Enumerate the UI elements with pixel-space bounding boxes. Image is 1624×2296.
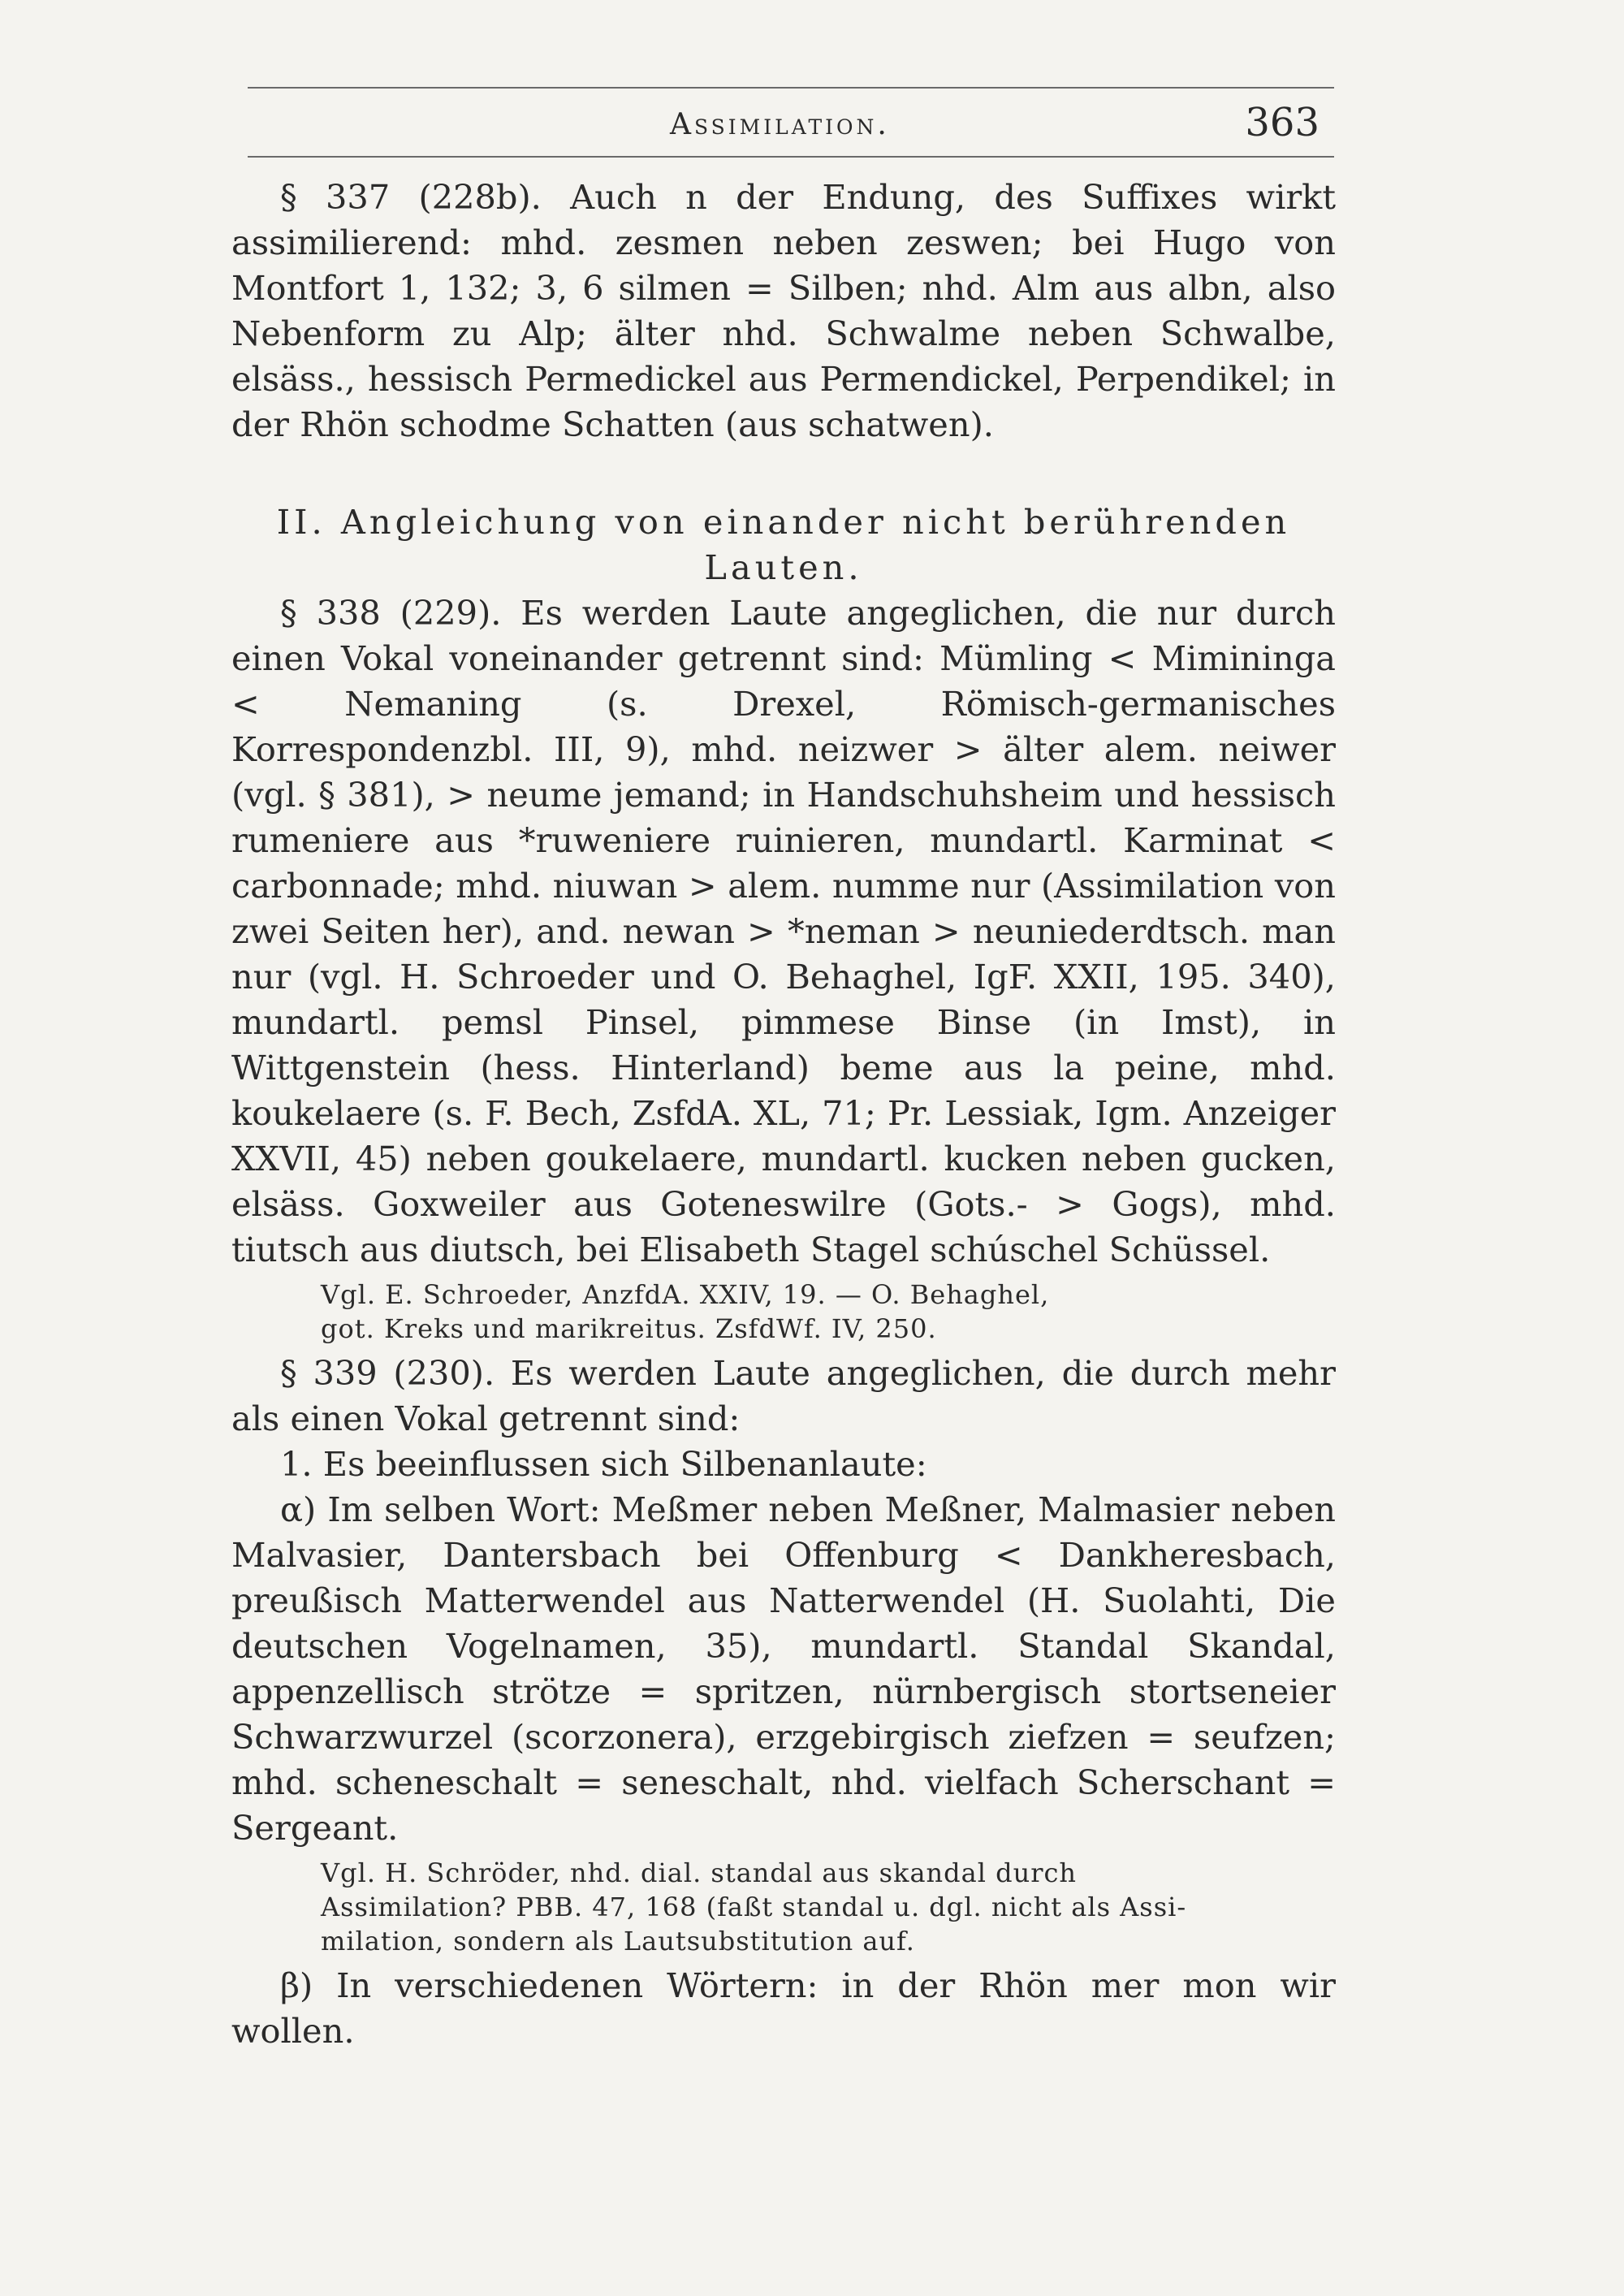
header-rule-top bbox=[248, 87, 1334, 89]
paragraph-339-item-1: 1. Es beeinflussen sich Silbenanlaute: bbox=[280, 1444, 927, 1484]
page-number: 363 bbox=[1245, 100, 1320, 145]
paragraph-337: § 337 (228b). Auch n der Endung, des Suffixes wirkt assimilierend: mhd. zesmen neben zeswen; bei Hugo von Montfort 1, 132; 3, 6 silmen = Silben; nhd. Alm aus albn, also Nebenform zu Alp; älter nhd. Schwalme neben Schwalbe, elsäss., hessisch Permedickel aus Permendickel, Perpendikel; in der Rhön schodme Schatten (aus schatwen). bbox=[231, 177, 1336, 444]
footnote-338-line-1: Vgl. E. Schroeder, AnzfdA. XXIV, 19. — O. Behaghel, bbox=[321, 1279, 1050, 1310]
footnote-339-line-1: Vgl. H. Schröder, nhd. dial. standal aus skandal durch bbox=[321, 1857, 1078, 1888]
paragraph-338: § 338 (229). Es werden Laute angeglichen, die nur durch einen Vokal voneinander getrennt sind: Mümling < Mimininga < Nemaning (s. Drexel, Römisch-germanisches Korrespondenzbl. III, 9), mhd. neizwer > älter alem. neiwer (vgl. § 381), > neume jemand; in Handschuhsheim und hessisch rumeniere aus *ruweniere ruinieren, mundartl. Karminat < carbonnade; mhd. niuwan > alem. numme nur (Assimilation von zwei Seiten her), and. newan > *neman > neuniederdtsch. man nur (vgl. H. Schroeder und O. Behaghel, IgF. XXII, 195. 340), mundartl. pemsl Pinsel, pimmese Binse (in Imst), in Wittgenstein (hess. Hinterland) beme aus la peine, mhd. koukelaere (s. F. Bech, ZsfdA. XL, 71; Pr. Lessiak, Igm. Anzeiger XXVII, 45) neben goukelaere, mundartl. kucken neben gucken, elsäss. Goxweiler aus Goteneswilre (Gots.- > Gogs), mhd. tiutsch aus diutsch, bei Elisabeth Stagel schúschel Schüssel. bbox=[231, 593, 1336, 1269]
heading-line-1: II. Angleichung von einander nicht berührenden bbox=[276, 502, 1291, 542]
paragraph-339-intro: § 339 (230). Es werden Laute angeglichen, die durch mehr als einen Vokal getrennt sind: bbox=[231, 1353, 1336, 1438]
paragraph-339-alpha: α) Im selben Wort: Meßmer neben Meßner, Malmasier neben Malvasier, Dantersbach bei Offenburg < Dankheresbach, preußisch Matterwendel aus Natterwendel (H. Suolahti, Die deutschen Vogelnamen, 35), mundartl. Standal Skandal, appenzellisch strötze = spritzen, nürnbergisch stortseneier Schwarzwurzel (scorzonera), erzgebirgisch ziefzen = seufzen; mhd. scheneschalt = seneschalt, nhd. vielfach Scherschant = Sergeant. bbox=[231, 1490, 1336, 1848]
footnote-339 bbox=[231, 1856, 1336, 1958]
header-rule-bottom bbox=[248, 156, 1334, 158]
heading-line-2: Lauten. bbox=[704, 547, 863, 587]
footnote-338 bbox=[231, 1278, 1336, 1346]
running-title: Assimilation. bbox=[670, 108, 890, 141]
body-text bbox=[231, 175, 1336, 2054]
footnote-339-line-3: milation, sondern als Lautsubstitution auf. bbox=[321, 1926, 915, 1957]
footnote-339-line-2: Assimilation? PBB. 47, 168 (faßt standal u. dgl. nicht als Assi- bbox=[321, 1892, 1187, 1922]
paragraph-339-beta: β) In verschiedenen Wörtern: in der Rhön mer mon wir wollen. bbox=[231, 1965, 1336, 2051]
section-heading-ii bbox=[231, 499, 1336, 590]
footnote-338-line-2: got. Kreks und marikreitus. ZsfdWf. IV, 250. bbox=[321, 1313, 937, 1344]
running-head bbox=[248, 102, 1334, 150]
